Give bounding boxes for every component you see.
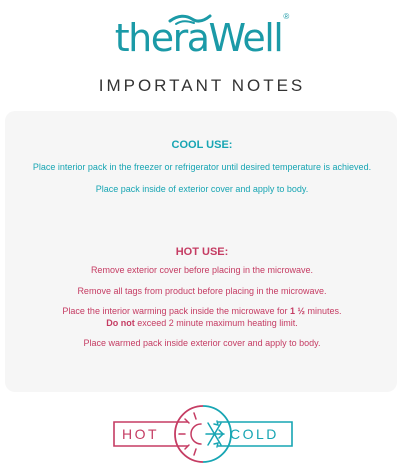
page-title: IMPORTANT NOTES [98, 76, 306, 95]
badge-graphic [0, 398, 404, 468]
snowflake-icon [206, 421, 224, 447]
cold-label: COLD [230, 426, 279, 442]
brand-logo [0, 12, 404, 58]
warning-bold: Do not [106, 318, 135, 328]
cool-instruction: Place interior pack in the freezer or refrigerator until desired temperature is achieved. [32, 162, 372, 172]
hot-use-heading: HOT USE: [175, 246, 229, 258]
cool-use-heading: COOL USE: [171, 139, 233, 151]
hot-cold-badge [0, 398, 404, 468]
warning-rest: exceed 2 minute maximum heating limit. [134, 318, 298, 328]
cool-instruction: Place pack inside of exterior cover and apply to body. [95, 184, 309, 194]
microwave-suffix: minutes. [305, 306, 342, 316]
hot-instruction-microwave [0, 306, 404, 316]
hot-instruction: Remove exterior cover before placing in the microwave. [90, 265, 314, 275]
hot-instruction: Place warmed pack inside exterior cover and apply to body. [83, 338, 321, 348]
hot-instruction: Remove all tags from product before placing in the microwave. [77, 286, 327, 296]
microwave-prefix: Place the interior warming pack inside the microwave for [62, 306, 291, 316]
registered-mark: ® [283, 12, 290, 21]
wave-icon [168, 13, 212, 27]
hot-label: HOT [122, 426, 160, 442]
microwave-time: 1 ½ [290, 306, 306, 316]
hot-warning [0, 318, 404, 328]
sun-icon [179, 413, 201, 455]
brand-name: theraWell [114, 16, 283, 60]
